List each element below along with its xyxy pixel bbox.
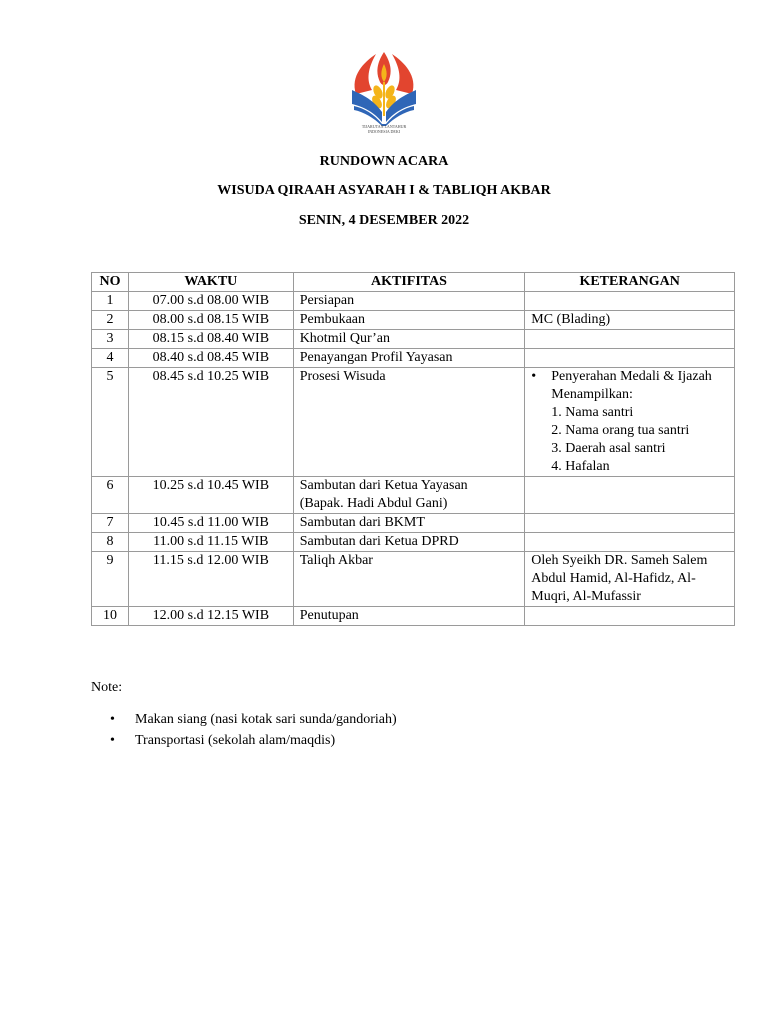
cell-waktu: 08.45 s.d 10.25 WIB: [128, 368, 293, 477]
cell-aktifitas: [293, 330, 525, 349]
table-row: [92, 311, 735, 330]
logo-caption: [336, 124, 432, 134]
table-row: [92, 368, 735, 477]
table-row: [92, 349, 735, 368]
keterangan-line: Penyerahan Medali & Ijazah: [551, 369, 712, 384]
table-header-row: [92, 273, 735, 292]
cell-waktu: 11.15 s.d 12.00 WIB: [128, 552, 293, 607]
cell-keterangan: [525, 292, 735, 311]
document-title: RUNDOWN ACARA: [319, 154, 449, 169]
cell-aktifitas: [293, 607, 525, 626]
cell-no: 5: [92, 368, 129, 477]
table-row: [92, 477, 735, 514]
list-item: [531, 368, 728, 476]
cell-no: 7: [92, 514, 129, 533]
aktifitas-line: Penayangan Profil Yayasan: [299, 350, 453, 365]
list-item: [110, 709, 397, 730]
aktifitas-line: Khotmil Qur’an: [299, 331, 391, 346]
aktifitas-line: Persiapan: [299, 293, 355, 308]
keterangan-subitem: 1. Nama santri: [551, 405, 634, 420]
cell-no: 6: [92, 477, 129, 514]
table-row: [92, 292, 735, 311]
cell-aktifitas: [293, 533, 525, 552]
aktifitas-line: Taliqh Akbar: [299, 553, 373, 568]
cell-aktifitas: [293, 514, 525, 533]
cell-no: 10: [92, 607, 129, 626]
cell-waktu: 08.15 s.d 08.40 WIB: [128, 330, 293, 349]
cell-no: 4: [92, 349, 129, 368]
cell-keterangan: [525, 330, 735, 349]
cell-no: 8: [92, 533, 129, 552]
table-row: [92, 330, 735, 349]
cell-aktifitas: [293, 292, 525, 311]
cell-aktifitas: [293, 552, 525, 607]
cell-no: 1: [92, 292, 129, 311]
bullet-dot-icon: •: [110, 733, 115, 748]
aktifitas-line: Sambutan dari BKMT: [299, 515, 425, 530]
aktifitas-line: Prosesi Wisuda: [299, 369, 386, 384]
rundown-table: [91, 272, 735, 626]
cell-keterangan: [525, 477, 735, 514]
cell-keterangan: [525, 533, 735, 552]
list-item: [110, 730, 397, 751]
cell-keterangan: [525, 514, 735, 533]
header-keterangan: KETERANGAN: [525, 273, 735, 292]
table-row: [92, 552, 735, 607]
cell-waktu: 08.00 s.d 08.15 WIB: [128, 311, 293, 330]
bullet-dot-icon: •: [110, 712, 115, 727]
cell-keterangan: [525, 552, 735, 607]
aktifitas-line: (Bapak. Hadi Abdul Gani): [299, 496, 448, 511]
note-list: [110, 709, 397, 751]
cell-aktifitas: [293, 311, 525, 330]
cell-aktifitas: [293, 349, 525, 368]
cell-keterangan: [525, 349, 735, 368]
table-row: [92, 607, 735, 626]
table-row: [92, 533, 735, 552]
document-date: SENIN, 4 DESEMBER 2022: [298, 213, 470, 228]
header-waktu: WAKTU: [128, 273, 293, 292]
cell-no: 9: [92, 552, 129, 607]
keterangan-line: Muqri, Al-Mufassir: [531, 589, 641, 604]
keterangan-subitem: 4. Hafalan: [551, 459, 610, 474]
cell-aktifitas: [293, 477, 525, 514]
keterangan-line: Menampilkan:: [551, 387, 633, 402]
bullet-dot-icon: •: [531, 369, 537, 384]
header-aktifitas: AKTIFITAS: [293, 273, 525, 292]
cell-waktu: 10.25 s.d 10.45 WIB: [128, 477, 293, 514]
keterangan-line: Abdul Hamid, Al-Hafidz, Al-: [531, 571, 696, 586]
logo-caption-line-2: INDONESIA DEKI: [367, 129, 401, 134]
cell-keterangan: [525, 607, 735, 626]
aktifitas-line: Penutupan: [299, 608, 359, 623]
cell-no: 3: [92, 330, 129, 349]
cell-waktu: 12.00 s.d 12.15 WIB: [128, 607, 293, 626]
cell-waktu: 07.00 s.d 08.00 WIB: [128, 292, 293, 311]
keterangan-subitem: 3. Daerah asal santri: [551, 441, 666, 456]
note-label: Note:: [91, 680, 123, 695]
logo-caption-line-1: TIJARUTAN LANTAHUR: [361, 124, 407, 129]
aktifitas-line: Sambutan dari Ketua Yayasan: [299, 478, 468, 493]
aktifitas-line: Pembukaan: [299, 312, 366, 327]
cell-keterangan: [525, 311, 735, 330]
document-subtitle: WISUDA QIRAAH ASYARAH I & TABLIQH AKBAR: [217, 183, 551, 198]
cell-waktu: 08.40 s.d 08.45 WIB: [128, 349, 293, 368]
cell-aktifitas: [293, 368, 525, 477]
keterangan-subitem: 2. Nama orang tua santri: [551, 423, 690, 438]
cell-no: 2: [92, 311, 129, 330]
aktifitas-line: Sambutan dari Ketua DPRD: [299, 534, 459, 549]
cell-waktu: 11.00 s.d 11.15 WIB: [128, 533, 293, 552]
organization-logo: [346, 46, 422, 138]
header-no: NO: [92, 273, 129, 292]
table-row: [92, 514, 735, 533]
note-item: Makan siang (nasi kotak sari sunda/gandoriah): [135, 712, 397, 727]
cell-waktu: 10.45 s.d 11.00 WIB: [128, 514, 293, 533]
bullet-content: [551, 368, 712, 476]
cell-keterangan: [525, 368, 735, 477]
keterangan-line: Oleh Syeikh DR. Sameh Salem: [531, 553, 708, 568]
keterangan-line: MC (Blading): [531, 312, 611, 327]
note-item: Transportasi (sekolah alam/maqdis): [135, 733, 336, 748]
